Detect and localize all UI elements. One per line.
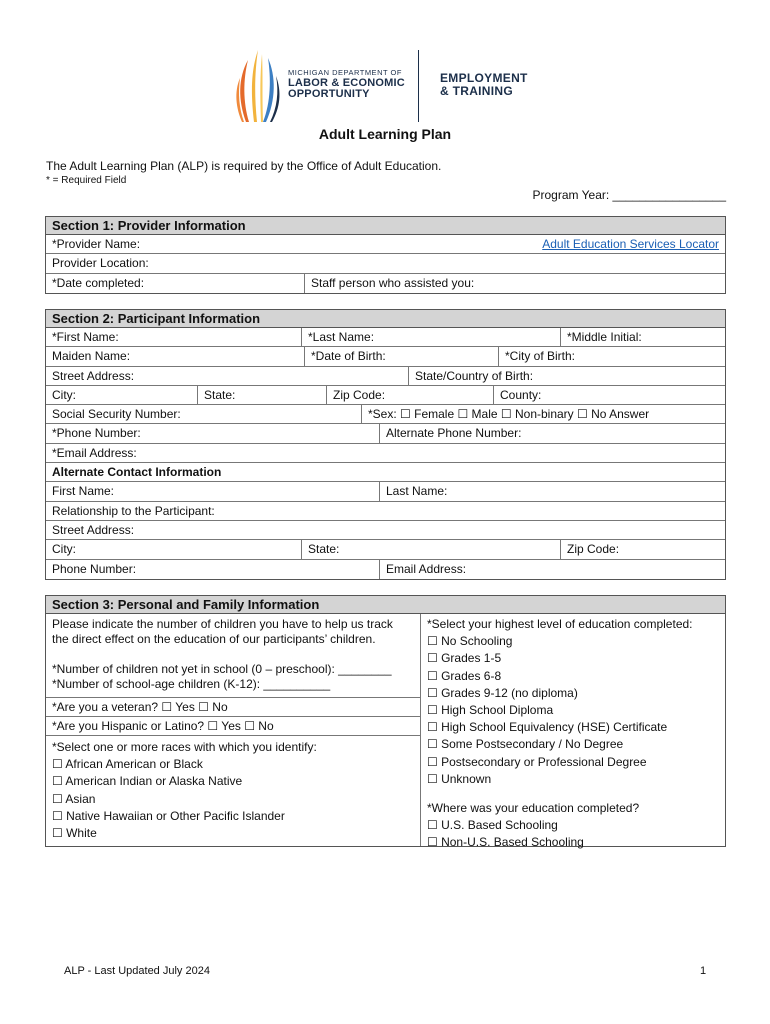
date-completed-field[interactable]: *Date completed: — [46, 274, 305, 293]
education-option[interactable]: ☐ Some Postsecondary / No Degree — [427, 737, 624, 752]
alt-phone-number-field[interactable]: Phone Number: — [46, 560, 380, 579]
last-name-field[interactable]: *Last Name: — [302, 328, 561, 346]
alt-name-row — [46, 482, 725, 501]
hispanic-question[interactable]: *Are you Hispanic or Latino? ☐ Yes ☐ No — [46, 717, 420, 736]
logo-divider — [418, 50, 419, 122]
staff-person-field[interactable]: Staff person who assisted you: — [311, 275, 475, 290]
alt-state-field[interactable]: State: — [302, 540, 561, 558]
provider-location-row — [46, 254, 725, 273]
middle-initial-field[interactable]: *Middle Initial: — [567, 330, 642, 344]
race-option[interactable]: ☐ American Indian or Alaska Native — [52, 774, 243, 789]
state-country-birth-field[interactable]: State/Country of Birth: — [415, 368, 534, 383]
provider-name-label: *Provider Name: — [52, 237, 141, 251]
alt-phone-email-row — [46, 560, 725, 579]
leo-logo — [230, 48, 550, 126]
city-of-birth-field[interactable]: *City of Birth: — [505, 349, 576, 364]
education-option[interactable]: ☐ Grades 1-5 — [427, 651, 502, 666]
phone-row — [46, 424, 725, 443]
logo-dept-line2: OPPORTUNITY — [288, 88, 370, 100]
children-intro-line1: Please indicate the number of children you have to help us track — [52, 617, 393, 631]
logo-dept-small: MICHIGAN DEPARTMENT OF — [288, 68, 402, 77]
city-field[interactable]: City: — [46, 386, 198, 404]
education-option[interactable]: ☐ Grades 6-8 — [427, 668, 502, 683]
document-title: Adult Learning Plan — [318, 126, 452, 142]
children-box — [46, 614, 420, 698]
education-prompt: *Select your highest level of education completed: — [427, 617, 693, 631]
relationship-row — [46, 502, 725, 521]
services-locator-link[interactable]: Adult Education Services Locator — [542, 237, 719, 251]
sex-checkboxes[interactable]: *Sex: ☐ Female ☐ Male ☐ Non-binary ☐ No Answer — [368, 407, 650, 422]
alt-city-row — [46, 540, 725, 559]
street-address-field[interactable]: Street Address: — [46, 367, 409, 385]
page-number: 1 — [700, 965, 707, 977]
education-option[interactable]: ☐ Grades 9-12 (no diploma) — [427, 685, 578, 700]
county-field[interactable]: County: — [500, 387, 542, 402]
provider-name-field[interactable] — [46, 235, 725, 253]
alternate-contact-heading: Alternate Contact Information — [52, 465, 222, 480]
alt-first-name-field[interactable]: First Name: — [46, 482, 380, 500]
ssn-sex-row — [46, 405, 725, 424]
race-option[interactable]: ☐ Asian — [52, 791, 96, 806]
program-year-field[interactable]: Program Year: _________________ — [532, 188, 726, 202]
ssn-field[interactable]: Social Security Number: — [46, 405, 362, 423]
races-prompt: *Select one or more races with which you identify: — [52, 740, 317, 754]
alt-city-field[interactable]: City: — [46, 540, 302, 558]
alt-contact-heading-row — [46, 463, 725, 482]
section-provider-information — [45, 216, 726, 294]
where-education-option[interactable]: ☐ Non-U.S. Based Schooling — [427, 835, 584, 850]
race-option[interactable]: ☐ White — [52, 826, 97, 841]
alt-email-address-field[interactable]: Email Address: — [386, 561, 467, 576]
veteran-question[interactable]: *Are you a veteran? ☐ Yes ☐ No — [46, 698, 420, 717]
alt-street-address-field[interactable]: Street Address: — [52, 522, 135, 537]
date-of-birth-field[interactable]: *Date of Birth: — [305, 347, 499, 365]
section-personal-family-information — [45, 595, 726, 850]
street-birthplace-row — [46, 367, 725, 386]
education-option[interactable]: ☐ Unknown — [427, 771, 492, 786]
first-name-field[interactable]: *First Name: — [46, 328, 302, 346]
section3-body — [46, 614, 725, 850]
race-option[interactable]: ☐ Native Hawaiian or Other Pacific Islander — [52, 808, 285, 823]
zip-code-field[interactable]: Zip Code: — [327, 386, 494, 404]
maiden-name-field[interactable]: Maiden Name: — [46, 347, 305, 365]
section-participant-information — [45, 309, 726, 580]
section2-heading: Section 2: Participant Information — [46, 310, 725, 328]
date-staff-row — [46, 274, 725, 293]
employment-training-name — [440, 72, 528, 98]
races-box — [46, 736, 420, 845]
provider-name-row — [46, 235, 725, 254]
maiden-dob-row — [46, 347, 725, 366]
city-state-zip-row — [46, 386, 725, 405]
children-school-age-field[interactable]: *Number of school-age children (K-12): __________ — [52, 677, 331, 691]
logo-dept-line1: LABOR & ECONOMIC — [288, 77, 405, 89]
intro-text: The Adult Learning Plan (ALP) is required by the Office of Adult Education. — [46, 159, 442, 173]
logo-et-line2: & TRAINING — [440, 84, 513, 98]
michigan-flame-logo-icon — [230, 48, 286, 126]
alt-street-row — [46, 521, 725, 540]
children-preschool-field[interactable]: *Number of children not yet in school (0 – preschool): ________ — [52, 662, 392, 676]
alt-zip-code-field[interactable]: Zip Code: — [567, 542, 620, 557]
email-row — [46, 444, 725, 463]
section1-heading: Section 1: Provider Information — [46, 217, 725, 235]
footer-last-updated: ALP - Last Updated July 2024 — [64, 965, 210, 977]
section3-left-column — [46, 614, 421, 846]
education-option[interactable]: ☐ Postsecondary or Professional Degree — [427, 754, 647, 769]
phone-number-field[interactable]: *Phone Number: — [46, 424, 380, 442]
children-intro-line2: the direct effect on the education of our participants’ children. — [52, 632, 376, 646]
relationship-field[interactable]: Relationship to the Participant: — [52, 503, 215, 518]
department-name — [288, 67, 405, 100]
education-option[interactable]: ☐ No Schooling — [427, 634, 513, 649]
name-row — [46, 328, 725, 347]
where-education-option[interactable]: ☐ U.S. Based Schooling — [427, 818, 558, 833]
education-option[interactable]: ☐ High School Equivalency (HSE) Certificate — [427, 720, 668, 735]
required-field-note: * = Required Field — [46, 175, 127, 186]
education-option[interactable]: ☐ High School Diploma — [427, 703, 554, 718]
race-option[interactable]: ☐ African American or Black — [52, 757, 203, 772]
section3-right-column — [421, 614, 725, 850]
alt-last-name-field[interactable]: Last Name: — [386, 484, 448, 499]
provider-location-field[interactable]: Provider Location: — [52, 256, 149, 271]
state-field[interactable]: State: — [198, 386, 327, 404]
where-education-prompt: *Where was your education completed? — [427, 801, 640, 816]
logo-et-line1: EMPLOYMENT — [440, 71, 528, 85]
email-address-field[interactable]: *Email Address: — [52, 445, 137, 460]
section3-heading: Section 3: Personal and Family Information — [46, 596, 725, 614]
alternate-phone-field[interactable]: Alternate Phone Number: — [386, 426, 522, 441]
